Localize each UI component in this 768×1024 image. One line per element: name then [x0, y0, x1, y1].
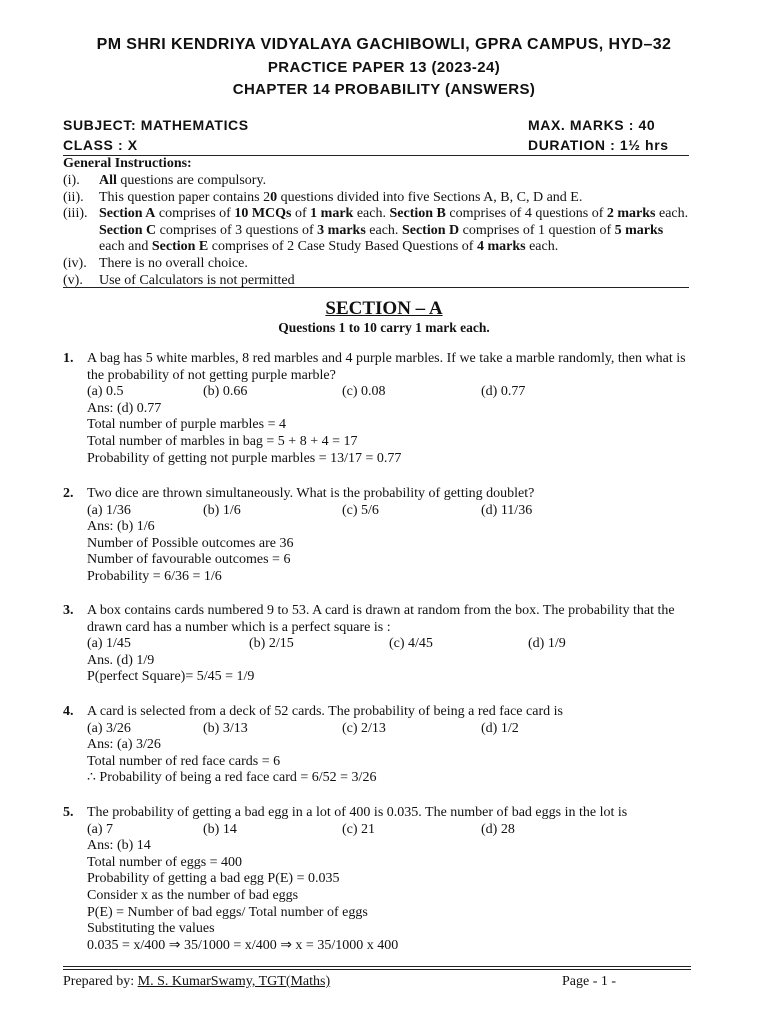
option: (d) 1/2: [481, 720, 519, 736]
options-row: [87, 721, 703, 738]
instruction-item: [63, 173, 689, 190]
solution-line: Number of Possible outcomes are 36: [87, 535, 294, 551]
max-marks-label: MAX. MARKS : 40: [528, 117, 656, 133]
option: (d) 28: [481, 821, 515, 837]
question-number: 3.: [63, 603, 74, 618]
options-row: [87, 636, 703, 653]
solution-line: ∴ Probability of being a red face card = 6/52 = 3/26: [87, 770, 377, 786]
question-block: [63, 805, 703, 954]
question-text: Two dice are thrown simultaneously. What is the probability of getting doublet?: [87, 486, 535, 501]
section-title: SECTION – A: [325, 298, 443, 319]
question-block: [63, 704, 703, 787]
solution-line: Total number of marbles in bag = 5 + 8 + 4 = 17: [87, 433, 358, 449]
instruction-item: [63, 190, 689, 207]
answer-line: Ans: (d) 0.77: [87, 400, 162, 416]
solution-line: Probability of getting a bad egg P(E) = 0.035: [87, 871, 340, 887]
footer-rule: [63, 966, 691, 967]
chapter-title: CHAPTER 14 PROBABILITY (ANSWERS): [232, 81, 536, 98]
question-number: 1.: [63, 351, 74, 366]
answer-line: Ans. (d) 1/9: [87, 652, 155, 668]
instruction-text: Section A comprises of 10 MCQs of 1 mark each. Section B comprises of 4 questions of 2 marks each. Section C comprises of 3 questions of 3 marks each. Section D comprises of 1 question of 5 marks each and Section E comprises of 2 Case Study Based Questions of 4 marks each.: [99, 206, 689, 255]
class-label: CLASS : X: [63, 137, 138, 153]
paper-title: PRACTICE PAPER 13 (2023-24): [267, 59, 501, 76]
option: (b) 14: [203, 821, 237, 837]
instructions-title: General Instructions:: [63, 156, 192, 171]
instruction-number: (iv).: [63, 255, 87, 271]
subject-label: SUBJECT: MATHEMATICS: [63, 117, 249, 133]
option: (a) 0.5: [87, 384, 124, 400]
instruction-text: This question paper contains 20 questions divided into five Sections A, B, C, D and E.: [99, 189, 583, 205]
question-number: 2.: [63, 486, 74, 501]
page-number: Page - 1 -: [562, 974, 617, 989]
school-name: PM SHRI KENDRIYA VIDYALAYA GACHIBOWLI, GPRA CAMPUS, HYD–32: [96, 36, 672, 53]
option: (a) 7: [87, 821, 114, 837]
answer-line: Ans: (b) 14: [87, 838, 151, 854]
instruction-text: There is no overall choice.: [99, 255, 248, 271]
instruction-number: (iii).: [63, 206, 88, 222]
solution-line: P(E) = Number of bad eggs/ Total number of eggs: [87, 904, 368, 920]
answer-line: Ans: (a) 3/26: [87, 737, 161, 753]
solution-line: P(perfect Square)= 5/45 = 1/9: [87, 669, 255, 685]
question-number: 5.: [63, 805, 74, 820]
solution-line: Substituting the values: [87, 921, 215, 937]
options-row: [87, 822, 703, 839]
question-text: A box contains cards numbered 9 to 53. A card is drawn at random from the box. The probability that the drawn card has a number which is a perfect square is :: [87, 603, 675, 635]
divider-instructions: [63, 287, 689, 288]
instruction-item: [63, 206, 689, 256]
option: (d) 11/36: [481, 502, 533, 518]
solution-line: Number of favourable outcomes = 6: [87, 552, 291, 568]
instruction-item: [63, 256, 689, 273]
options-row: [87, 503, 703, 520]
option: (a) 3/26: [87, 720, 131, 736]
duration-label: DURATION : 1½ hrs: [528, 137, 669, 153]
solution-line: Total number of purple marbles = 4: [87, 417, 286, 433]
option: (a) 1/45: [87, 636, 131, 652]
option: (b) 2/15: [249, 636, 294, 652]
question-block: [63, 351, 703, 467]
author-name: M. S. KumarSwamy, TGT(Maths): [137, 974, 331, 989]
option: (c) 0.08: [342, 384, 386, 400]
footer-prepared-by: Prepared by: M. S. KumarSwamy, TGT(Maths): [63, 974, 331, 989]
instruction-text: All questions are compulsory.: [99, 173, 267, 188]
question-text: A bag has 5 white marbles, 8 red marbles and 4 purple marbles. If we take a marble randomly, then what is the probability of not getting purple marble?: [87, 351, 686, 383]
instruction-number: (ii).: [63, 189, 84, 205]
options-row: [87, 384, 703, 401]
option: (b) 0.66: [203, 384, 248, 400]
option: (a) 1/36: [87, 502, 131, 518]
instruction-number: (v).: [63, 272, 83, 288]
question-text: A card is selected from a deck of 52 cards. The probability of being a red face card is: [87, 704, 563, 719]
question-text: The probability of getting a bad egg in a lot of 400 is 0.035. The number of bad eggs in the lot is: [87, 805, 628, 820]
answer-line: Ans: (b) 1/6: [87, 519, 155, 535]
option: (c) 2/13: [342, 720, 386, 736]
solution-line: Total number of red face cards = 6: [87, 753, 281, 769]
solution-line: Consider x as the number of bad eggs: [87, 887, 299, 903]
footer-rule-double: [63, 969, 691, 970]
option: (b) 3/13: [203, 720, 248, 736]
option: (d) 1/9: [528, 636, 566, 652]
question-block: [63, 603, 703, 686]
instructions-list: [63, 173, 689, 289]
solution-line: Probability of getting not purple marbles = 13/17 = 0.77: [87, 450, 402, 466]
question-block: [63, 486, 703, 586]
instruction-number: (i).: [63, 173, 80, 188]
section-subtitle: Questions 1 to 10 carry 1 mark each.: [278, 320, 490, 335]
option: (d) 0.77: [481, 384, 526, 400]
option: (c) 4/45: [389, 636, 433, 652]
option: (c) 21: [342, 821, 376, 837]
option: (c) 5/6: [342, 502, 379, 518]
solution-line: Probability = 6/36 = 1/6: [87, 568, 222, 584]
question-number: 4.: [63, 704, 74, 719]
solution-line: Total number of eggs = 400: [87, 854, 243, 870]
option: (b) 1/6: [203, 502, 241, 518]
instruction-text: Use of Calculators is not permitted: [99, 272, 295, 288]
solution-line: 0.035 = x/400 ⇒ 35/1000 = x/400 ⇒ x = 35/1000 x 400: [87, 937, 399, 953]
